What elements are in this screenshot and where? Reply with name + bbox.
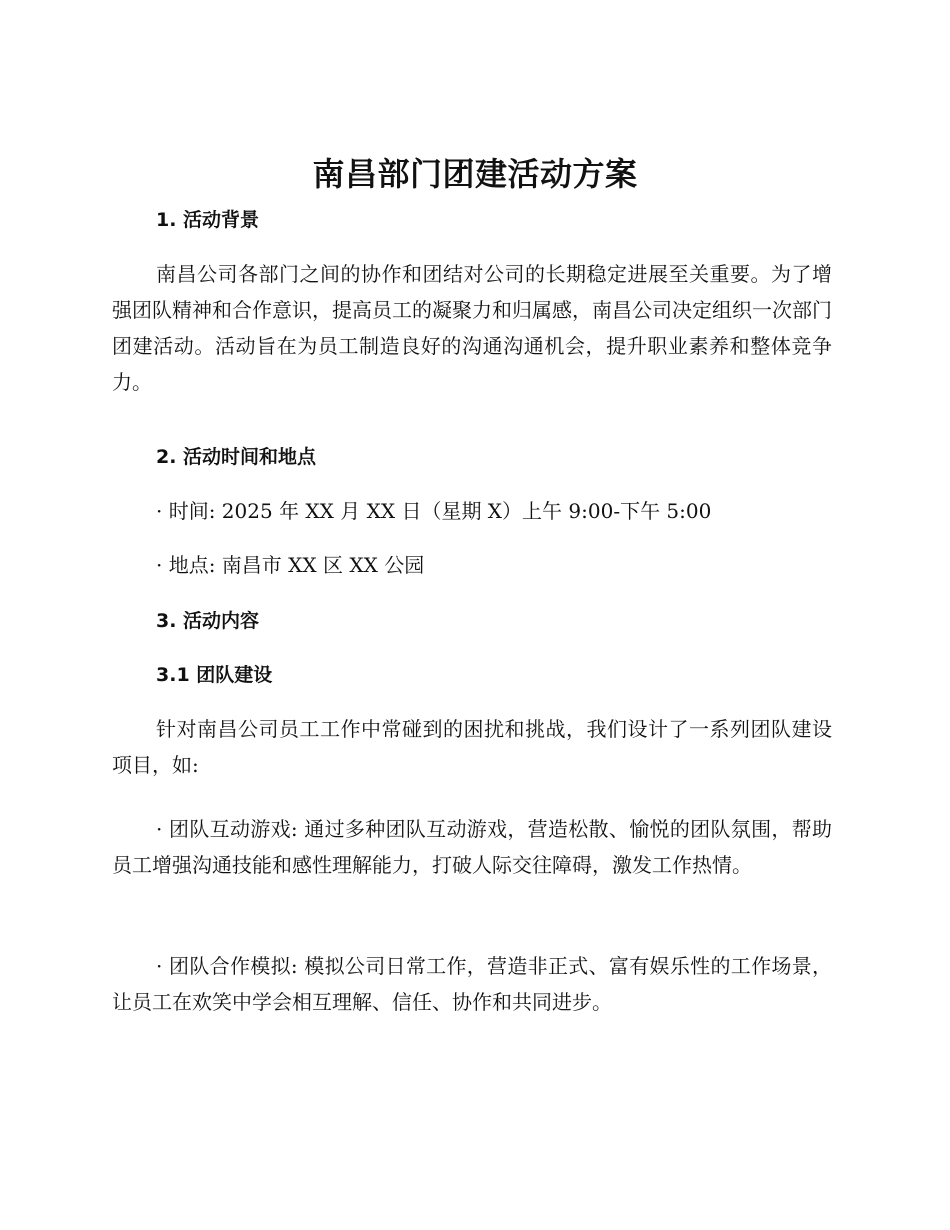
- section-heading-time-place: 2. 活动时间和地点: [156, 446, 317, 468]
- paragraph-background: 南昌公司各部门之间的协作和团结对公司的长期稳定进展至关重要。为了增强团队精神和合作意识，提高员工的凝聚力和归属感，南昌公司决定组织一次部门团建活动。活动旨在为员工制造良好的沟通沟通机会，提升职业素养和整体竞争力。: [112, 262, 832, 394]
- section-heading-background: 1. 活动背景: [156, 209, 260, 231]
- list-item-place: · 地点: 南昌市 XX 区 XX 公园: [156, 553, 425, 577]
- list-item-time: · 时间: 2025 年 XX 月 XX 日（星期 X）上午 9:00-下午 5:00: [156, 499, 712, 523]
- section-heading-content: 3. 活动内容: [156, 610, 260, 632]
- paragraph-team-intro: 针对南昌公司员工工作中常碰到的困扰和挑战，我们设计了一系列团队建设项目，如:: [112, 717, 832, 777]
- paragraph-team-item-2: · 团队合作模拟: 模拟公司日常工作，营造非正式、富有娱乐性的工作场景，让员工在欢笑中学会相互理解、信任、协作和共同进步。: [112, 954, 832, 1014]
- document-title: 南昌部门团建活动方案: [312, 155, 638, 193]
- subsection-heading-team: 3.1 团队建设: [156, 664, 273, 686]
- paragraph-team-item-1: · 团队互动游戏: 通过多种团队互动游戏，营造松散、愉悦的团队氛围，帮助员工增强沟通技能和感性理解能力，打破人际交往障碍，激发工作热情。: [112, 817, 832, 877]
